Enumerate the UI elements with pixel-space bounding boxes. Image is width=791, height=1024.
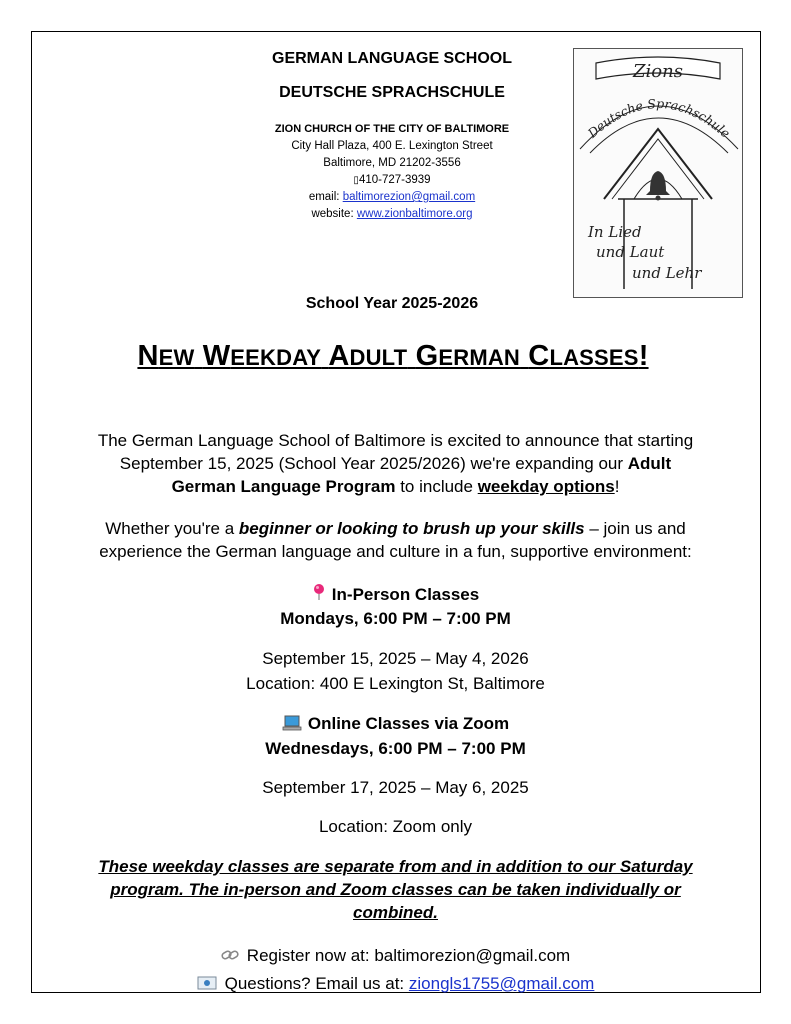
whether-lead: Whether you're a [105, 519, 239, 538]
intro-exclaim: ! [614, 477, 620, 496]
intro-program: German Language Program [171, 477, 396, 496]
intro-line2 [38, 452, 753, 475]
online-heading: Online Classes via Zoom [307, 714, 510, 733]
laptop-icon [282, 715, 302, 731]
page-title [60, 340, 726, 373]
title-erman: ERMAN [438, 345, 521, 370]
phone-icon: ▯ [353, 175, 359, 186]
whether-paragraph [38, 517, 753, 563]
title-c: C [528, 340, 550, 372]
whether-line1 [38, 517, 753, 540]
intro-weekday-options: weekday options [477, 477, 615, 496]
in-person-heading-row [38, 583, 753, 606]
in-person-dates: September 15, 2025 – May 4, 2026 [262, 649, 529, 668]
email-label: email: [308, 191, 343, 203]
website-link[interactable]: www.zionbaltimore.org [356, 208, 473, 220]
questions-label: Questions? Email us at: [224, 974, 409, 993]
address-line2: Baltimore, MD 21202-3556 [323, 157, 461, 169]
logo-arc-text [584, 96, 733, 141]
email-link[interactable]: baltimorezion@gmail.com [342, 191, 476, 203]
title-eekday: EEKDAY [230, 345, 322, 370]
phone-line [232, 172, 552, 189]
title-w: W [202, 340, 231, 372]
zion-school-logo [573, 48, 743, 298]
title-dult: DULT [349, 345, 408, 370]
address-line1: City Hall Plaza, 400 E. Lexington Street [291, 140, 493, 152]
online-heading-row [38, 712, 753, 735]
title-exclaim: ! [638, 340, 649, 372]
online-location: Location: Zoom only [318, 817, 473, 836]
whether-join: – join us and [584, 519, 686, 538]
whether-emphasis: beginner or looking to brush up your skills [238, 519, 585, 538]
title-a: A [328, 340, 350, 372]
contact-block [232, 121, 552, 223]
website-line [232, 206, 552, 223]
title-n: N [137, 340, 159, 372]
intro-line2-text: September 15, 2025 (School Year 2025/2026) we're expanding our [119, 454, 628, 473]
intro-paragraph [38, 429, 753, 498]
pin-icon [312, 583, 326, 601]
title-lasses: LASSES [549, 345, 639, 370]
header-line1: GERMAN LANGUAGE SCHOOL [272, 50, 512, 67]
envelope-icon [197, 976, 217, 990]
in-person-heading: In-Person Classes [331, 585, 480, 604]
email-line [232, 189, 552, 206]
logo-arc-textpath: Deutsche Sprachschule [584, 95, 734, 141]
questions-row [38, 972, 753, 995]
logo-top-text: Zions [633, 61, 683, 82]
online-dates: September 17, 2025 – May 6, 2025 [262, 778, 529, 797]
in-person-location: Location: 400 E Lexington St, Baltimore [246, 674, 545, 693]
in-person-schedule: Mondays, 6:00 PM – 7:00 PM [280, 609, 511, 628]
header-line2: DEUTSCHE SPRACHSCHULE [279, 84, 505, 101]
note-line1: These weekday classes are separate from and in addition to our Saturday [98, 857, 693, 876]
phone-number: 410-727-3939 [358, 174, 431, 186]
intro-include: to include [395, 477, 478, 496]
separate-note [38, 855, 753, 924]
website-label: website: [311, 208, 357, 220]
intro-adult: Adult [627, 454, 672, 473]
school-year: School Year 2025-2026 [305, 295, 479, 312]
online-schedule: Wednesdays, 6:00 PM – 7:00 PM [265, 739, 526, 758]
register-row [38, 944, 753, 967]
school-header-de [232, 84, 552, 102]
intro-line1: The German Language School of Baltimore is excited to announce that starting [97, 431, 694, 450]
link-icon [221, 948, 239, 962]
title-g: G [415, 340, 439, 372]
register-text: Register now at: baltimorezion@gmail.com [246, 946, 571, 965]
church-name: ZION CHURCH OF THE CITY OF BALTIMORE [274, 123, 510, 135]
logo-artwork [574, 49, 742, 297]
logo-motto-2: und Laut [596, 243, 665, 261]
logo-motto-3: und Lehr [632, 264, 702, 282]
title-ew: EW [158, 345, 195, 370]
note-line2: program. The in-person and Zoom classes can be taken individually or [110, 880, 681, 899]
intro-line3 [38, 475, 753, 498]
questions-email-link[interactable]: ziongls1755@gmail.com [408, 974, 595, 993]
logo-motto-1: In Lied [588, 223, 642, 241]
school-header [232, 50, 552, 68]
note-line3: combined. [352, 903, 438, 922]
whether-line2: experience the German language and culture in a fun, supportive environment: [99, 542, 692, 561]
